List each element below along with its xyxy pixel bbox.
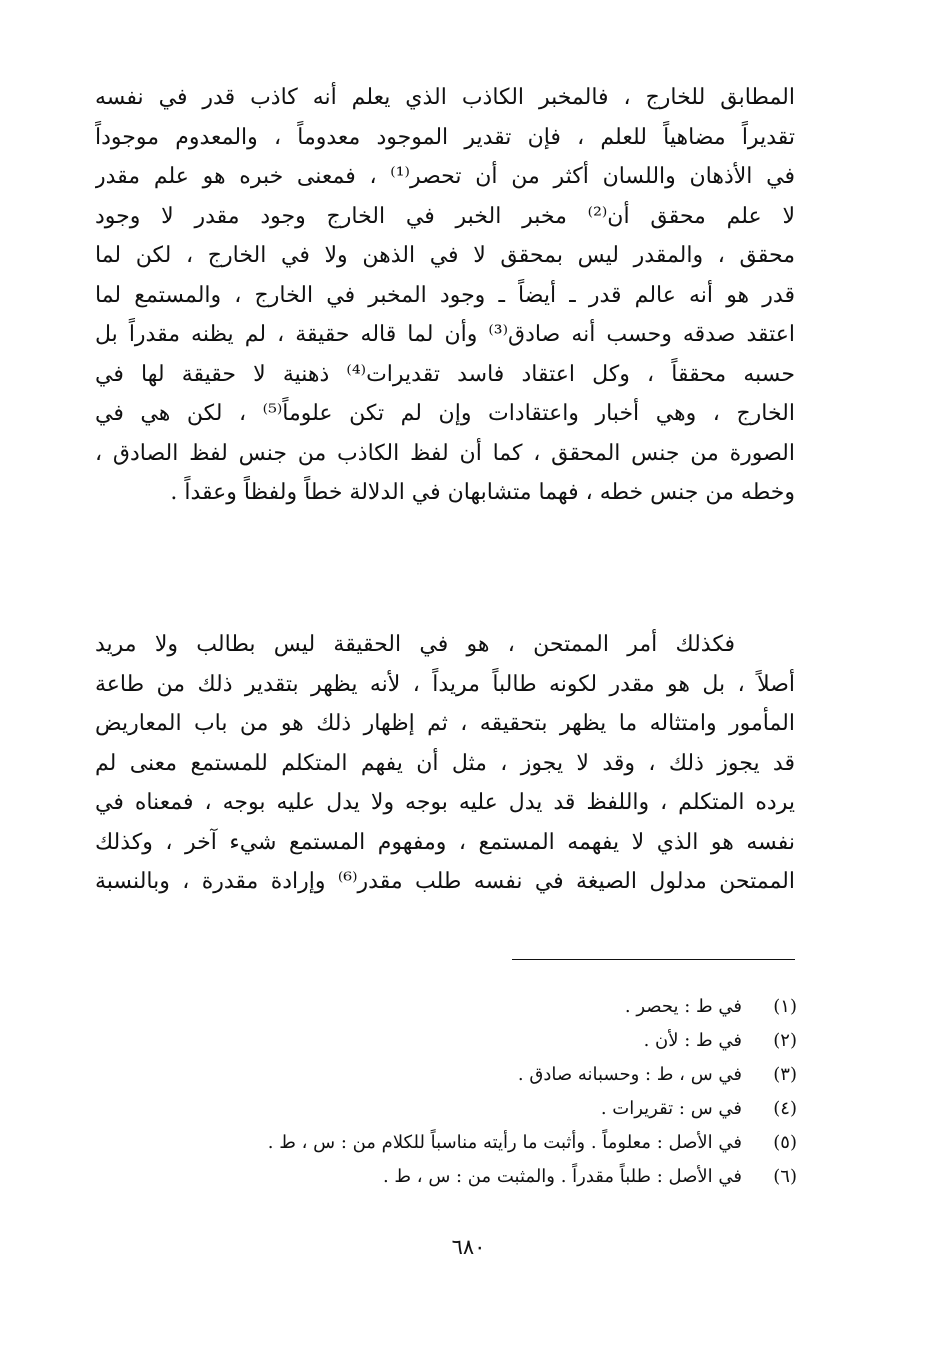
text-line: الصورة من جنس المحقق ، كما أن لفظ الكاذب من جنس لفظ الصادق ، [95, 440, 795, 466]
paragraph-1 [95, 78, 795, 513]
footnote-number: (٦) [773, 1166, 797, 1187]
text-line: المأمور وامتثاله ما يظهر بتحقيقه ، ثم إظهار ذلك هو من باب المعاريض [95, 711, 795, 736]
footnote-separator [512, 959, 795, 960]
paragraph-2 [95, 625, 795, 902]
footnote [177, 1126, 797, 1160]
text-line: يرده المتكلم ، واللفظ قد يدل عليه بوجه ولا يدل عليه بوجه ، فمعناه في [95, 790, 795, 815]
text-line: لا علم محقق أن⁽²⁾ مخبر الخبر في الخارج وجود مقدر لا وجود [95, 203, 795, 229]
footnote [177, 1024, 797, 1058]
footnote-text: في الأصل : معلوماً . وأثبت ما رأيته مناسباً للكلام من : س ، ط . [267, 1132, 742, 1153]
footnote [177, 990, 797, 1024]
text-line: تقديراً مضاهياً للعلم ، فإن تقدير الموجود معدوماً ، والمعدوم موجوداً [95, 124, 795, 150]
text-line: قدر هو أنه عالم قدر ـ أيضاً ـ وجود المخبر في الخارج ، والمستمع لما [95, 282, 795, 308]
footnote-text: في ط : يحصر . [624, 996, 742, 1017]
text-line: المطابق للخارج ، فالمخبر الكاذب الذي يعلم أنه كاذب قدر في نفسه [95, 85, 795, 110]
text-line: محقق ، والمقدر ليس بمحقق لا في الذهن ولا في الخارج ، لكن لما [95, 243, 795, 268]
text-line: قد يجوز ذلك ، وقد لا يجوز ، مثل أن يفهم المتكلم للمستمع معنى لم [95, 750, 795, 776]
text-line: في الأذهان واللسان أكثر من أن تحصر⁽¹⁾ ، فمعنى خبره هو علم مقدر [95, 164, 795, 189]
text-line: الخارج ، وهي أخبار واعتقادات وإن لم تكن علوماً⁽⁵⁾ ، لكن هي في [95, 401, 795, 426]
text-line: أصلاً ، بل هو مقدر لكونه طالباً مريداً ، لأنه يظهر بتقدير ذلك من طاعة [95, 671, 795, 697]
page-number: ٦٨٠ [451, 1235, 486, 1259]
footnote-number: (٤) [773, 1098, 797, 1119]
footnote-text: في س : تقريرات . [600, 1098, 742, 1119]
footnote-text: في ط : لأن . [643, 1030, 742, 1051]
footnote-text: في س ، ط : وحسبانه صادق . [517, 1064, 742, 1085]
footnote [177, 1092, 797, 1126]
footnote-number: (٣) [773, 1064, 797, 1085]
footnote-number: (٢) [773, 1030, 797, 1051]
text-line: نفسه هو الذي لا يفهمه المستمع ، ومفهوم المستمع شيء آخر ، وكذلك [95, 829, 795, 855]
footnote-number: (١) [773, 996, 797, 1017]
text-line: الممتحن مدلول الصيغة في نفسه طلب مقدر⁽⁶⁾ وإرادة مقدرة ، وبالنسبة [95, 869, 795, 894]
footnotes [177, 990, 797, 1194]
footnote [177, 1058, 797, 1092]
text-line: فكذلك أمر الممتحن ، هو في الحقيقة ليس بطالب ولا مريد [95, 632, 735, 657]
text-line: حسبه محققاً ، وكل اعتقاد فاسد تقديرات⁽⁴⁾ ذهنية لا حقيقة لها في [95, 361, 795, 387]
footnote-text: في الأصل : طلباً مقدراً . والمثبت من : س ، ط . [382, 1166, 742, 1187]
text-line: وخطه من جنس خطه ، فهما متشابهان في الدلالة خطاً ولفظاً وعقداً . [170, 480, 795, 505]
footnote [177, 1160, 797, 1194]
text-line: اعتقد صدقه وحسب أنه صادق⁽³⁾ وأن لما قاله حقيقة ، لم يظنه مقدراً بل [95, 322, 795, 347]
footnote-number: (٥) [773, 1132, 797, 1153]
